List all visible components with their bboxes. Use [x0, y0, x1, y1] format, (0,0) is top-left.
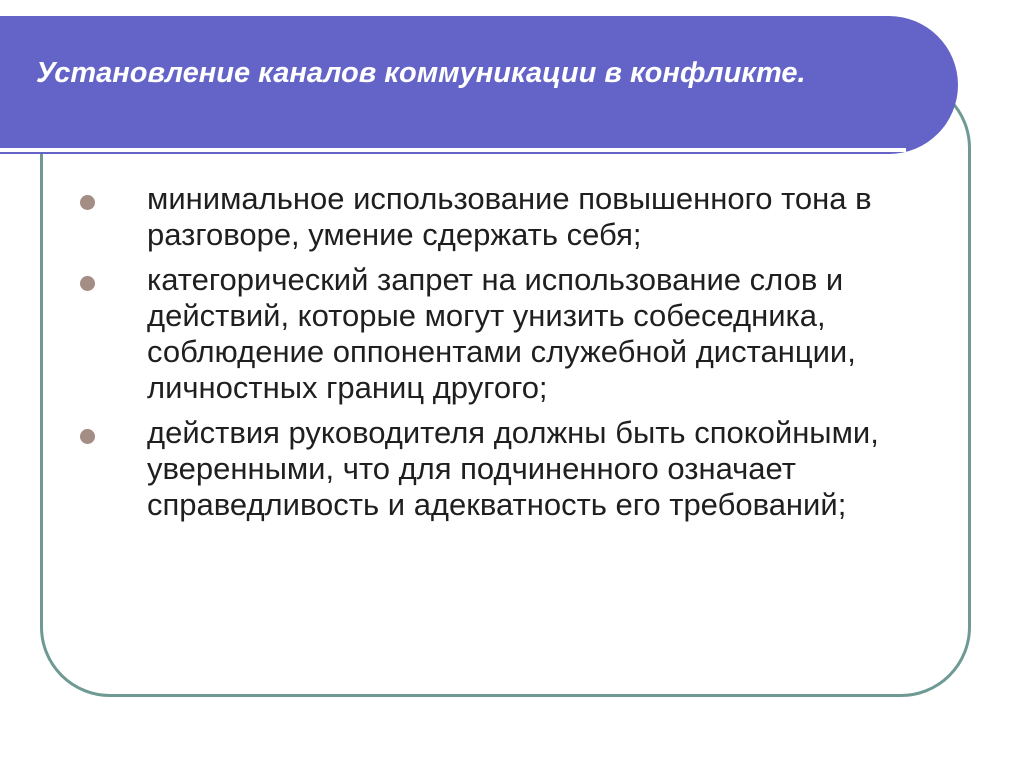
bullet-dot-icon — [80, 276, 95, 291]
bullet-item — [76, 415, 896, 523]
bullet-text: минимальное использование повышенного тона в разговоре, умение сдержать себя; — [147, 181, 872, 252]
bullet-dot-icon — [80, 195, 95, 210]
bullet-text: категорический запрет на использование слов и действий, которые могут унизить собеседника, соблюдение оппонентами служебной дистанции, личностных границ другого; — [147, 262, 856, 405]
bullet-item — [76, 181, 896, 253]
bullet-item — [76, 262, 896, 406]
bullet-text: действия руководителя должны быть спокойными, уверенными, что для подчиненного означает справедливость и адекватность его требований; — [147, 415, 879, 522]
slide-title: Установление каналов коммуникации в конфликте. — [36, 57, 806, 89]
bullet-dot-icon — [80, 429, 95, 444]
bullet-list — [76, 181, 896, 532]
title-underline-rule — [0, 148, 906, 152]
title-band — [0, 16, 958, 154]
